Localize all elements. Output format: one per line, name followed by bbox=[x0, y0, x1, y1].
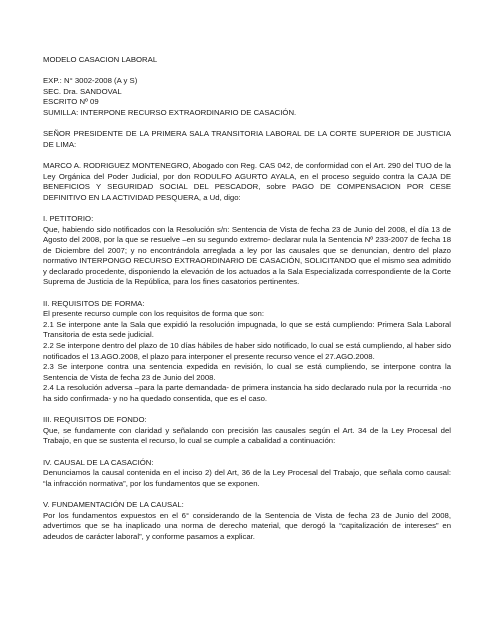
section-fundamentacion bbox=[43, 500, 451, 542]
list-item: 2.2 Se interpone dentro del plazo de 10 días hábiles de haber sido notificado, lo cual se está cumpliendo, al haber sido notificados el 13.AGO.2008, el plazo para interponer el presente recurso vence el 27.AGO.2008. bbox=[43, 341, 452, 361]
section-requisitos-forma bbox=[43, 299, 451, 405]
section-paragraph: Por los fundamentos expuestos en el 6° considerando de la Sentencia de Vista de fecha 23 de Junio del 2008, advertimos que se ha inaplicado una norma de derecho material, que derogó la “capitalización de intereses” en adeudos de carácter laboral”, y conforme pasamos a explicar. bbox=[43, 510, 451, 541]
section-paragraph: Que, habiendo sido notificados con la Resolución s/n: Sentencia de Vista de fecha 23 de Junio del 2008, el día 13 de Agosto del 2008, por la que se resuelve –en su segundo extremo- declarar nula la Sentencia Nº 233-2007 de fecha 18 de Diciembre del 2007; y no encontrándola arreglada a ley por las causales que se denuncian, dentro del plazo normativo INTERPONGO RECURSO EXTRAORDINARIO DE CASACIÓN, SOLICITANDO que el mismo sea admitido y declarado procedente, disponiendo la elevación de los actuados a la Sala Especializada correspondiente de la Corte Suprema de Justicia de la República, para los fines casatorios pertinentes. bbox=[43, 224, 451, 287]
spacer bbox=[43, 447, 451, 458]
sumilla-line: SUMILLA: INTERPONE RECURSO EXTRAORDINARIO DE CASACIÓN. bbox=[43, 107, 297, 117]
escrito-line: ESCRITO Nº 09 bbox=[43, 97, 99, 107]
expediente-line: EXP.: N° 3002-2008 (A y S) bbox=[43, 76, 138, 86]
section-heading: IV. CAUSAL DE LA CASACIÓN: bbox=[43, 457, 154, 467]
section-petitorio bbox=[43, 214, 451, 288]
section-requisitos-fondo bbox=[43, 415, 451, 447]
section-heading: III. REQUISITOS DE FONDO: bbox=[43, 415, 147, 425]
section-paragraph: El presente recurso cumple con los requisitos de forma que son: bbox=[43, 309, 264, 319]
secretary-line: SEC. Dra. SANDOVAL bbox=[43, 86, 122, 96]
section-heading: V. FUNDAMENTACIÓN DE LA CAUSAL: bbox=[43, 499, 184, 509]
list-item: 2.4 La resolución adversa –para la parte demandada- de primera instancia ha sido declarado nula por la recurrida -no ha sido confirmada- y no ha quedado consentida, que es el caso. bbox=[43, 383, 451, 403]
section-heading: II. REQUISITOS DE FORMA: bbox=[43, 298, 145, 308]
section-causal bbox=[43, 458, 451, 490]
list-item: 2.3 Se interpone contra una sentencia expedida en revisión, lo cual se está cumpliendo, se interpone contra la Sentencia de Vista de fecha 23 de Junio del 2008. bbox=[43, 362, 451, 382]
document-title: MODELO CASACION LABORAL bbox=[43, 55, 158, 64]
salutation: SEÑOR PRESIDENTE DE LA PRIMERA SALA TRANSITORIA LABORAL DE LA CORTE SUPERIOR DE JUSTICIA DE LIMA: bbox=[43, 129, 451, 149]
spacer bbox=[43, 405, 451, 416]
spacer bbox=[43, 203, 451, 214]
list-item: 2.1 Se interpone ante la Sala que expidió la resolución impugnada, lo que se está cumpliendo: Primera Sala Laboral Transitoria de esta sede judicial. bbox=[43, 319, 451, 340]
case-header bbox=[43, 76, 451, 118]
spacer bbox=[43, 66, 451, 77]
spacer bbox=[43, 489, 451, 500]
spacer bbox=[43, 150, 451, 161]
section-paragraph: Denunciamos la causal contenida en el inciso 2) del Art, 36 de la Ley Procesal del Trabajo, que señala como causal: “la infracción normativa”, por los fundamentos que se exponen. bbox=[43, 468, 451, 488]
spacer bbox=[43, 288, 451, 299]
spacer bbox=[43, 119, 451, 130]
intro-paragraph: MARCO A. RODRIGUEZ MONTENEGRO, Abogado con Reg. CAS 042, de conformidad con el Art. 290 del TUO de la Ley Orgánica del Poder Judicial, por don RODULFO AGURTO AYALA, en el proceso seguido contra la CAJA DE BENEFICIOS Y SEGURIDAD SOCIAL DEL PESCADOR, sobre PAGO DE COMPENSACION POR CESE DEFINITIVO EN LA ACTIVIDAD PESQUERA, a Ud, digo: bbox=[43, 160, 451, 202]
section-paragraph: Que, se fundamente con claridad y señalando con precisión las causales según el Art. 34 de la Ley Procesal del Trabajo, en que se sustenta el recurso, lo cual se cumple a cabalidad a continuación: bbox=[43, 425, 451, 446]
section-heading: I. PETITORIO: bbox=[43, 213, 94, 223]
